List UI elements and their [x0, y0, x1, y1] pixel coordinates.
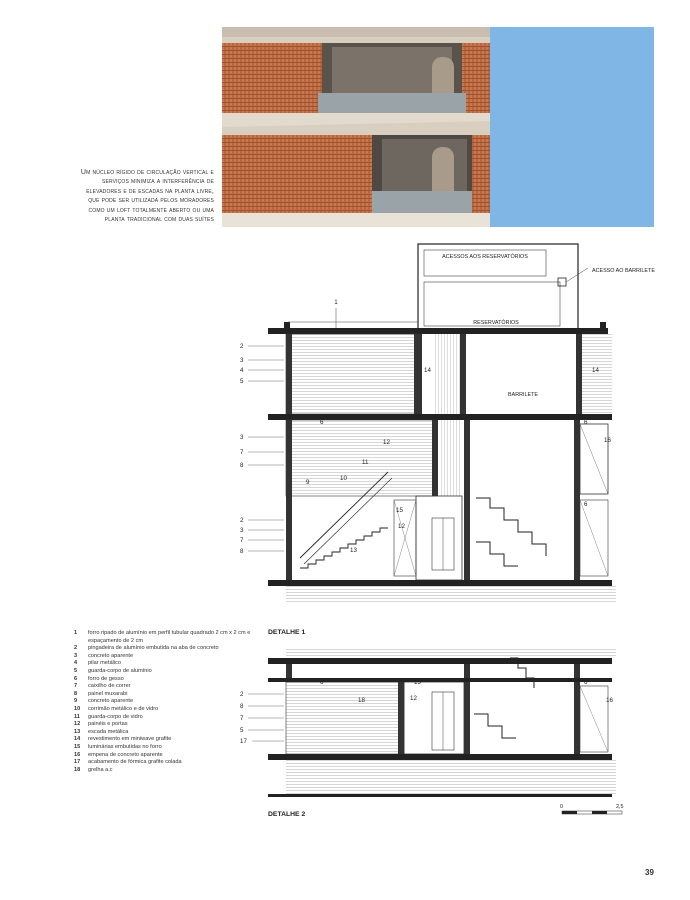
legend-number: 17 [74, 759, 81, 766]
legend-number: 15 [74, 743, 81, 750]
svg-text:6: 6 [320, 679, 324, 686]
legend-number: 14 [74, 736, 81, 743]
legend-number: 4 [74, 660, 78, 667]
detalhe-2-label: DETALHE 2 [268, 811, 306, 818]
svg-text:5: 5 [240, 378, 244, 385]
svg-text:0: 0 [560, 804, 563, 810]
legend-text: escada metálica [88, 728, 129, 735]
legend-item [74, 729, 264, 737]
svg-text:8: 8 [240, 703, 244, 710]
svg-text:6: 6 [584, 419, 588, 426]
svg-text:7: 7 [240, 449, 244, 456]
svg-text:10: 10 [340, 475, 347, 482]
legend-item [74, 767, 264, 775]
legend-number: 10 [74, 705, 81, 712]
legend-text: concreto aparente [88, 652, 134, 659]
svg-text:15: 15 [414, 679, 421, 686]
legend-number: 2 [74, 645, 78, 652]
legend-item [74, 759, 264, 767]
legend-text: forro ripado de alumínio em perfil tubular quadrado 2 cm x 2 cm e espaçamento de 2 cm [88, 630, 251, 644]
legend-number: 11 [74, 713, 80, 720]
legend-text: concreto aparente [88, 698, 134, 705]
svg-text:12: 12 [383, 439, 390, 446]
legend-item [74, 691, 264, 699]
legend-text: corrimão metálico e de vidro [88, 705, 159, 712]
legend-text: caixilho de correr [88, 683, 131, 690]
svg-text:5: 5 [240, 727, 244, 734]
svg-text:11: 11 [362, 459, 369, 466]
legend-number: 1 [74, 630, 78, 636]
svg-text:7: 7 [240, 537, 244, 544]
page-number: 39 [645, 868, 654, 877]
legend-item [74, 736, 264, 744]
legend-item [74, 683, 264, 691]
legend-number: 8 [74, 690, 78, 697]
section-drawing [228, 238, 658, 828]
legend-item [74, 698, 264, 706]
legend-number: 16 [74, 751, 81, 758]
detalhe-1-label: DETALHE 1 [268, 629, 306, 636]
legend-number: 5 [74, 667, 78, 674]
legend-text: pingadeira de alumínio embutida na aba de concreto [88, 645, 219, 652]
photo-caption: Um núcleo rígido de circulação vertical e serviços minimiza a interferência de elevadores e de escadas na planta livre, que pode ser utilizada pelos moradores como um loft totalmente aberto ou uma planta tradicional com duas suítes [80, 169, 214, 224]
svg-text:2,5: 2,5 [616, 804, 624, 810]
legend-number: 12 [74, 721, 81, 728]
building-photo [222, 27, 654, 227]
legend [74, 630, 264, 774]
svg-text:12: 12 [410, 695, 417, 702]
legend-item [74, 706, 264, 714]
svg-text:6: 6 [584, 501, 588, 508]
svg-text:16: 16 [606, 697, 613, 704]
label-acessos-reservatorios: ACESSOS AOS RESERVATÓRIOS [442, 254, 528, 260]
svg-text:7: 7 [240, 715, 244, 722]
svg-text:3: 3 [240, 527, 244, 534]
legend-text: empena de concreto aparente [88, 751, 163, 758]
legend-text: acabamento de fórmica grafite colada [88, 759, 182, 766]
legend-text: luminárias embutidas no forro [88, 743, 162, 750]
legend-number: 18 [74, 766, 81, 773]
svg-text:2: 2 [240, 691, 244, 698]
legend-text: guarda-corpo de vidro [88, 713, 143, 720]
legend-number: 9 [74, 698, 78, 705]
svg-text:3: 3 [240, 357, 244, 364]
facade-illustration [222, 27, 654, 227]
svg-text:8: 8 [240, 462, 244, 469]
svg-text:12: 12 [398, 523, 405, 530]
svg-text:14: 14 [424, 367, 431, 374]
callout-lines-upper [248, 346, 284, 551]
svg-text:3: 3 [240, 434, 244, 441]
label-barrilete: BARRILETE [508, 392, 538, 398]
legend-text: painel muxarabi [88, 690, 128, 697]
legend-item [74, 645, 264, 653]
legend-text: pilar metálico [88, 660, 121, 667]
svg-text:9: 9 [306, 479, 310, 486]
legend-text: grelha a.c [88, 766, 113, 773]
legend-item [74, 676, 264, 684]
svg-text:14: 14 [592, 367, 599, 374]
legend-item [74, 752, 264, 760]
legend-text: forro de gesso [88, 675, 124, 682]
svg-text:13: 13 [350, 547, 357, 554]
legend-text: guarda-corpo de alumínio [88, 667, 152, 674]
svg-text:2: 2 [240, 517, 244, 524]
legend-number: 3 [74, 652, 78, 659]
scale-bar [560, 804, 624, 814]
svg-text:2: 2 [240, 343, 244, 350]
legend-item [74, 714, 264, 722]
svg-text:4: 4 [240, 367, 244, 374]
legend-number: 13 [74, 728, 81, 735]
legend-number: 6 [74, 675, 78, 682]
legend-item [74, 660, 264, 668]
legend-item [74, 653, 264, 661]
legend-text: painéis e portas [88, 721, 128, 728]
svg-text:6: 6 [320, 419, 324, 426]
svg-text:18: 18 [358, 697, 365, 704]
svg-text:6: 6 [584, 679, 588, 686]
legend-item [74, 721, 264, 729]
svg-text:8: 8 [240, 548, 244, 555]
svg-text:1: 1 [334, 299, 338, 306]
svg-text:16: 16 [604, 437, 611, 444]
legend-number: 7 [74, 683, 78, 690]
label-acesso-barrilete: ACESSO AO BARRILETE [592, 268, 655, 274]
label-reservatorios: RESERVATÓRIOS [473, 320, 519, 326]
svg-text:17: 17 [240, 738, 247, 745]
legend-item [74, 630, 264, 645]
legend-item [74, 668, 264, 676]
svg-text:15: 15 [396, 507, 403, 514]
legend-item [74, 744, 264, 752]
legend-text: revestimento em miniwave grafite [88, 736, 172, 743]
